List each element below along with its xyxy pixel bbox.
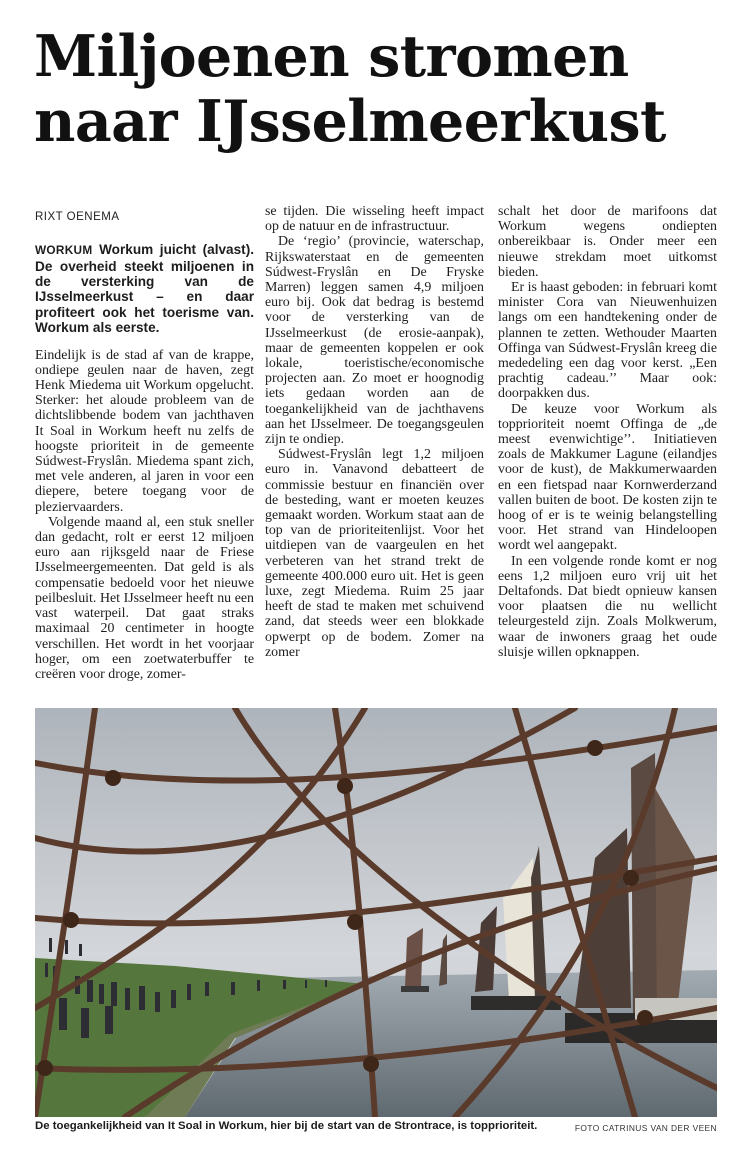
col2-paragraph-1: se tijden. Die wisseling heeft impact op de natuur en de infrastructuur. <box>265 204 484 235</box>
col3-paragraph-2: Er is haast geboden: in februari komt minister Cora van Nieuwenhuizen langs om een handtekening onder de plannen te zetten. Wethouder Maarten Offinga van Súdwest-Fryslân kreeg die mededeling een dag voor kerst. „Een prachtig cadeau.’’ Maar ook: doorpakken dus. <box>498 280 717 402</box>
col3-paragraph-1: schalt het door de marifoons dat Workum wegens ondiepten onbereikbaar is. Onder meer een nieuwe strekdam moet uitkomst bieden. <box>498 204 717 280</box>
photo-credit: FOTO CATRINUS VAN DER VEEN <box>574 1123 717 1133</box>
byline: RIXT OENEMA <box>35 211 120 223</box>
intro-text: Workum juicht (alvast). De overheid steekt miljoenen in de versterking van de IJsselmeerkust – en daar profiteert ook het toerisme van. Workum als eerste. <box>35 242 255 336</box>
col1-paragraph-2: Volgende maand al, een stuk sneller dan gedacht, rolt er eerst 12 miljoen euro aan rijksgeld naar de Friese IJsselmeergemeenten. Dat geld is als compensatie bedoeld voor het nieuwe peilbesluit. Het IJsselmeer heeft nu een vast waterpeil. Dat gaat straks maximaal 20 centimeter in hoogte verschillen. Het wordt in het voorjaar hoger, om een zoetwaterbuffer te creëren voor droge, zomer- <box>35 514 254 682</box>
col1-paragraph-1: Eindelijk is de stad af van de krappe, ondiepe geulen naar de haven, zegt Henk Miedema uit Workum opgelucht. Sterker: het aloude probleem van de dichtslibbende bodem van jachthaven It Soal in Workum heeft nu zelfs de hoogste prioriteit in de gemeente Súdwest-Fryslân. Miedema spant zich, met vele anderen, al jaren in voor een diepere, betere toegang voor de pleziervaarders. <box>35 347 254 515</box>
headline <box>34 24 724 154</box>
headline-line-2: naar IJsselmeerkust <box>34 88 666 155</box>
harbor-photo <box>35 708 717 1117</box>
col2-paragraph-3: Súdwest-Fryslân legt 1,2 miljoen euro in. Vanavond debatteert de commissie bestuur en financiën over de besteding, want er moeten keuzes gemaakt worden. Workum staat aan de top van de prioriteitenlijst. Voor het uitdiepen van de vaargeulen en het verbeteren van het strand trekt de gemeente 400.000 euro uit. Het is geen luxe, zegt Miedema. Ruim 25 jaar heeft de stad te maken met schuivend zand, dat steeds weer een blokkade opwerpt op de bodem. Zomer na zomer <box>265 447 484 660</box>
photo-caption: De toegankelijkheid van It Soal in Workum, hier bij de start van de Strontrace, is topprioriteit. <box>35 1120 538 1132</box>
headline-line-1: Miljoenen stromen <box>34 23 629 90</box>
intro <box>35 242 254 335</box>
article-column-1 <box>35 210 254 682</box>
col2-paragraph-2: De ‘regio’ (provincie, waterschap, Rijkswaterstaat en de gemeenten Súdwest-Fryslân en De Fryske Marren) leggen samen 4,9 miljoen euro bij. Ook dat bedrag is bestemd voor de versterking van de IJsselmeerkust (de erosie-aanpak), maar de gemeenten koppelen er ook lokale, toeristische/economische projecten aan. Zo moet er hoognodig iets gedaan worden aan de toegankelijkheid van de jachthavens aan het IJsselmeer. De toegangsgeulen zijn te ondiep. <box>265 234 484 448</box>
col3-paragraph-3: De keuze voor Workum als topprioriteit noemt Offinga de „de meest evenwichtige’’. Initiatieven zoals de Makkumer Lagune (eilandjes voor de kust), de Makkumerwaarden en een fietspad naar Kornwerderzand vallen buiten de boot. De kosten zijn te hoog of er is te weinig belangstelling voor. Het strand van Hindeloopen wordt wel aangepakt. <box>498 401 717 554</box>
article-column-3 <box>498 204 717 660</box>
col3-paragraph-4: In een volgende ronde komt er nog eens 1,2 miljoen euro vrij uit het Deltafonds. Dat biedt opnieuw kansen voor plaatsen die nu wellicht teleurgesteld zijn. Zoals Molkwerum, waar de inwoners graag het oude sluisje willen opknappen. <box>498 553 717 660</box>
dateline: WORKUM <box>35 243 93 258</box>
article-column-2 <box>265 204 484 660</box>
